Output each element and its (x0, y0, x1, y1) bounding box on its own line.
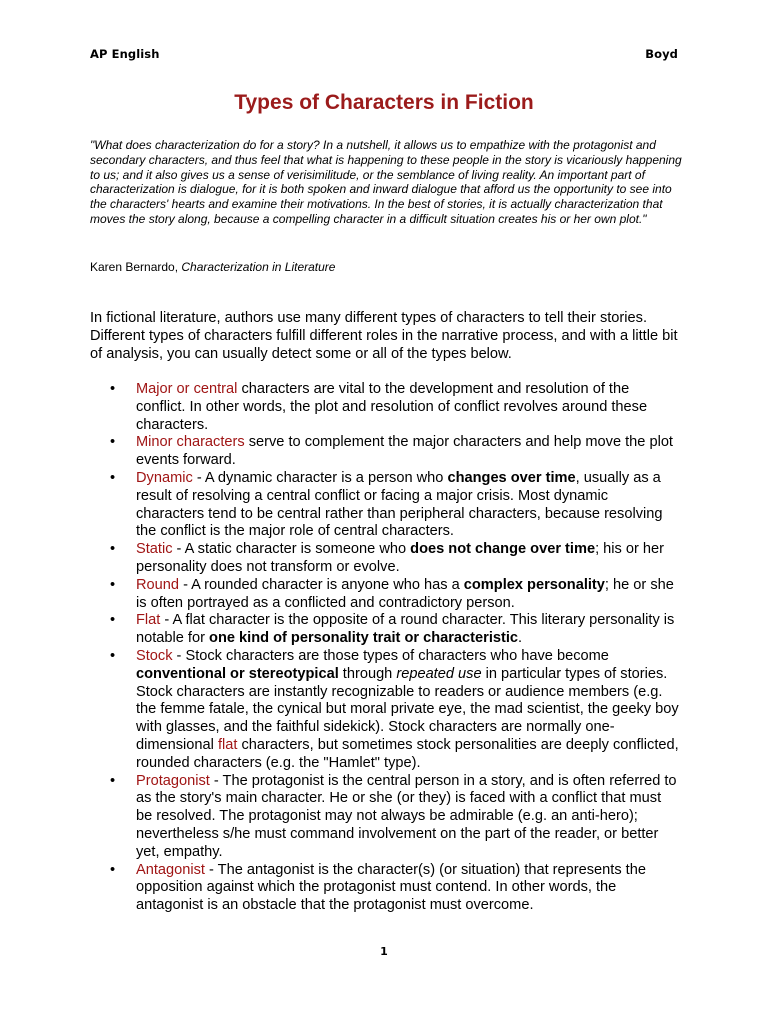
desc-stock-pre: - Stock characters are those types of characters who have become (172, 647, 609, 664)
desc-dynamic-pre: - A dynamic character is a person who (192, 469, 448, 486)
desc-round-post: ; he or she is often portrayed as a conflicted and contradictory person. (136, 576, 674, 611)
term-protagonist: Protagonist (136, 772, 210, 789)
term-dynamic: Dynamic (136, 469, 193, 486)
desc-static-pre: - A static character is someone who (172, 541, 411, 558)
list-item-major (110, 381, 680, 434)
intro-paragraph: In fictional literature, authors use many different types of characters to tell their stories. Different types of characters fulfill different roles in the narrative process, and with a little bit of analysis, you can usually detect some or all of the types below. (90, 310, 678, 362)
term-stock: Stock (136, 647, 173, 664)
list-item-minor (110, 434, 680, 470)
term-flat: Flat (136, 612, 161, 629)
bullet-icon: • (110, 469, 116, 486)
desc-round-pre: - A rounded character is anyone who has a (179, 576, 464, 593)
desc-stock-post: in particular types of stories. Stock characters are instantly recognizable to readers or audience members (e.g. the femme fatale, the cynical but moral private eye, the mad scientist, the geeky boy with glasses, and the faithful sidekick). Stock characters are normally one-dimensional (136, 665, 679, 753)
header-course: AP English (90, 47, 160, 61)
term-minor: Minor characters (136, 434, 245, 451)
attribution-author: Karen Bernardo, (90, 260, 182, 274)
bullet-icon: • (110, 434, 116, 451)
attribution-work: Characterization in Literature (181, 260, 336, 274)
bullet-icon: • (110, 861, 116, 878)
list-item-protagonist (110, 773, 680, 862)
document-title: Types of Characters in Fiction (234, 91, 534, 114)
desc-stock-bold: conventional or stereotypical (136, 665, 339, 682)
desc-stock-mid: through (338, 665, 397, 682)
desc-protagonist: - The protagonist is the central person in a story, and is often referred to as the story's main character. He or she (or they) is faced with a conflict that must be resolved. The protagonist may not always be admirable (e.g. an anti-hero); nevertheless s/he must command involvement on the part of the reader, or better yet, empathy. (136, 772, 677, 860)
term-antagonist: Antagonist (136, 861, 205, 878)
list-item-static (110, 541, 680, 577)
bullet-icon: • (110, 612, 116, 629)
desc-minor: serve to complement the major characters and help move the plot events forward. (136, 434, 673, 469)
character-types-list (110, 381, 680, 915)
desc-antagonist: - The antagonist is the character(s) (or situation) that represents the opposition against which the protagonist must contend. In other words, the antagonist is an obstacle that the protagonist must overcome. (136, 861, 646, 914)
bullet-icon: • (110, 541, 116, 558)
header-author: Boyd (645, 47, 678, 61)
epigraph-quote: "What does characterization do for a story? In a nutshell, it allows us to empathize with the protagonist and secondary characters, and thus feel that what is happening to these people in the story is vicariously happening to us; and it also gives us a sense of verisimilitude, or the semblance of living reality. An important part of characterization is dialogue, for it is both spoken and inward dialogue that afford us the opportunity to see into the characters' hearts and examine their motivations. In the best of stories, it is actually characterization that moves the story along, because a compelling character in a difficult situation creates his or her own plot." (90, 138, 682, 226)
inline-term-flat: flat (217, 736, 238, 753)
desc-flat-post: . (518, 630, 523, 647)
desc-dynamic-bold: changes over time (447, 469, 576, 486)
term-major: Major or central (136, 381, 238, 397)
bullet-icon: • (110, 576, 116, 593)
desc-flat-pre: - A flat character is the opposite of a round character. This literary personality is notable for (136, 612, 675, 647)
list-item-round (110, 577, 680, 613)
list-item-dynamic (110, 470, 680, 541)
desc-major: characters are vital to the development and resolution of the conflict. In other words, the plot and resolution of conflict revolves around these characters. (136, 381, 648, 433)
list-item-stock (110, 648, 680, 773)
desc-dynamic-post: , usually as a result of resolving a central conflict or facing a major crisis. Most dynamic characters tend to be central rather than peripheral characters, because resolving the conflict is the major role of central characters. (136, 469, 663, 540)
list-item-flat (110, 612, 680, 648)
term-static: Static (136, 541, 173, 558)
desc-static-post: ; his or her personality does not transform or evolve. (136, 541, 665, 575)
page-number: 1 (380, 945, 388, 958)
bullet-icon: • (110, 381, 116, 397)
term-round: Round (136, 576, 180, 593)
bullet-icon: • (110, 772, 116, 789)
desc-flat-bold: one kind of personality trait or characteristic (209, 630, 519, 647)
desc-static-bold: does not change over time (410, 541, 596, 558)
desc-stock-end: characters, but sometimes stock personalities are deeply conflicted, rounded characters (e.g. the "Hamlet" type). (136, 736, 679, 771)
list-item-antagonist (110, 862, 680, 915)
desc-stock-italic: repeated use (396, 665, 482, 682)
quote-attribution (90, 260, 335, 274)
bullet-icon: • (110, 647, 116, 664)
desc-round-bold: complex personality (463, 576, 605, 593)
